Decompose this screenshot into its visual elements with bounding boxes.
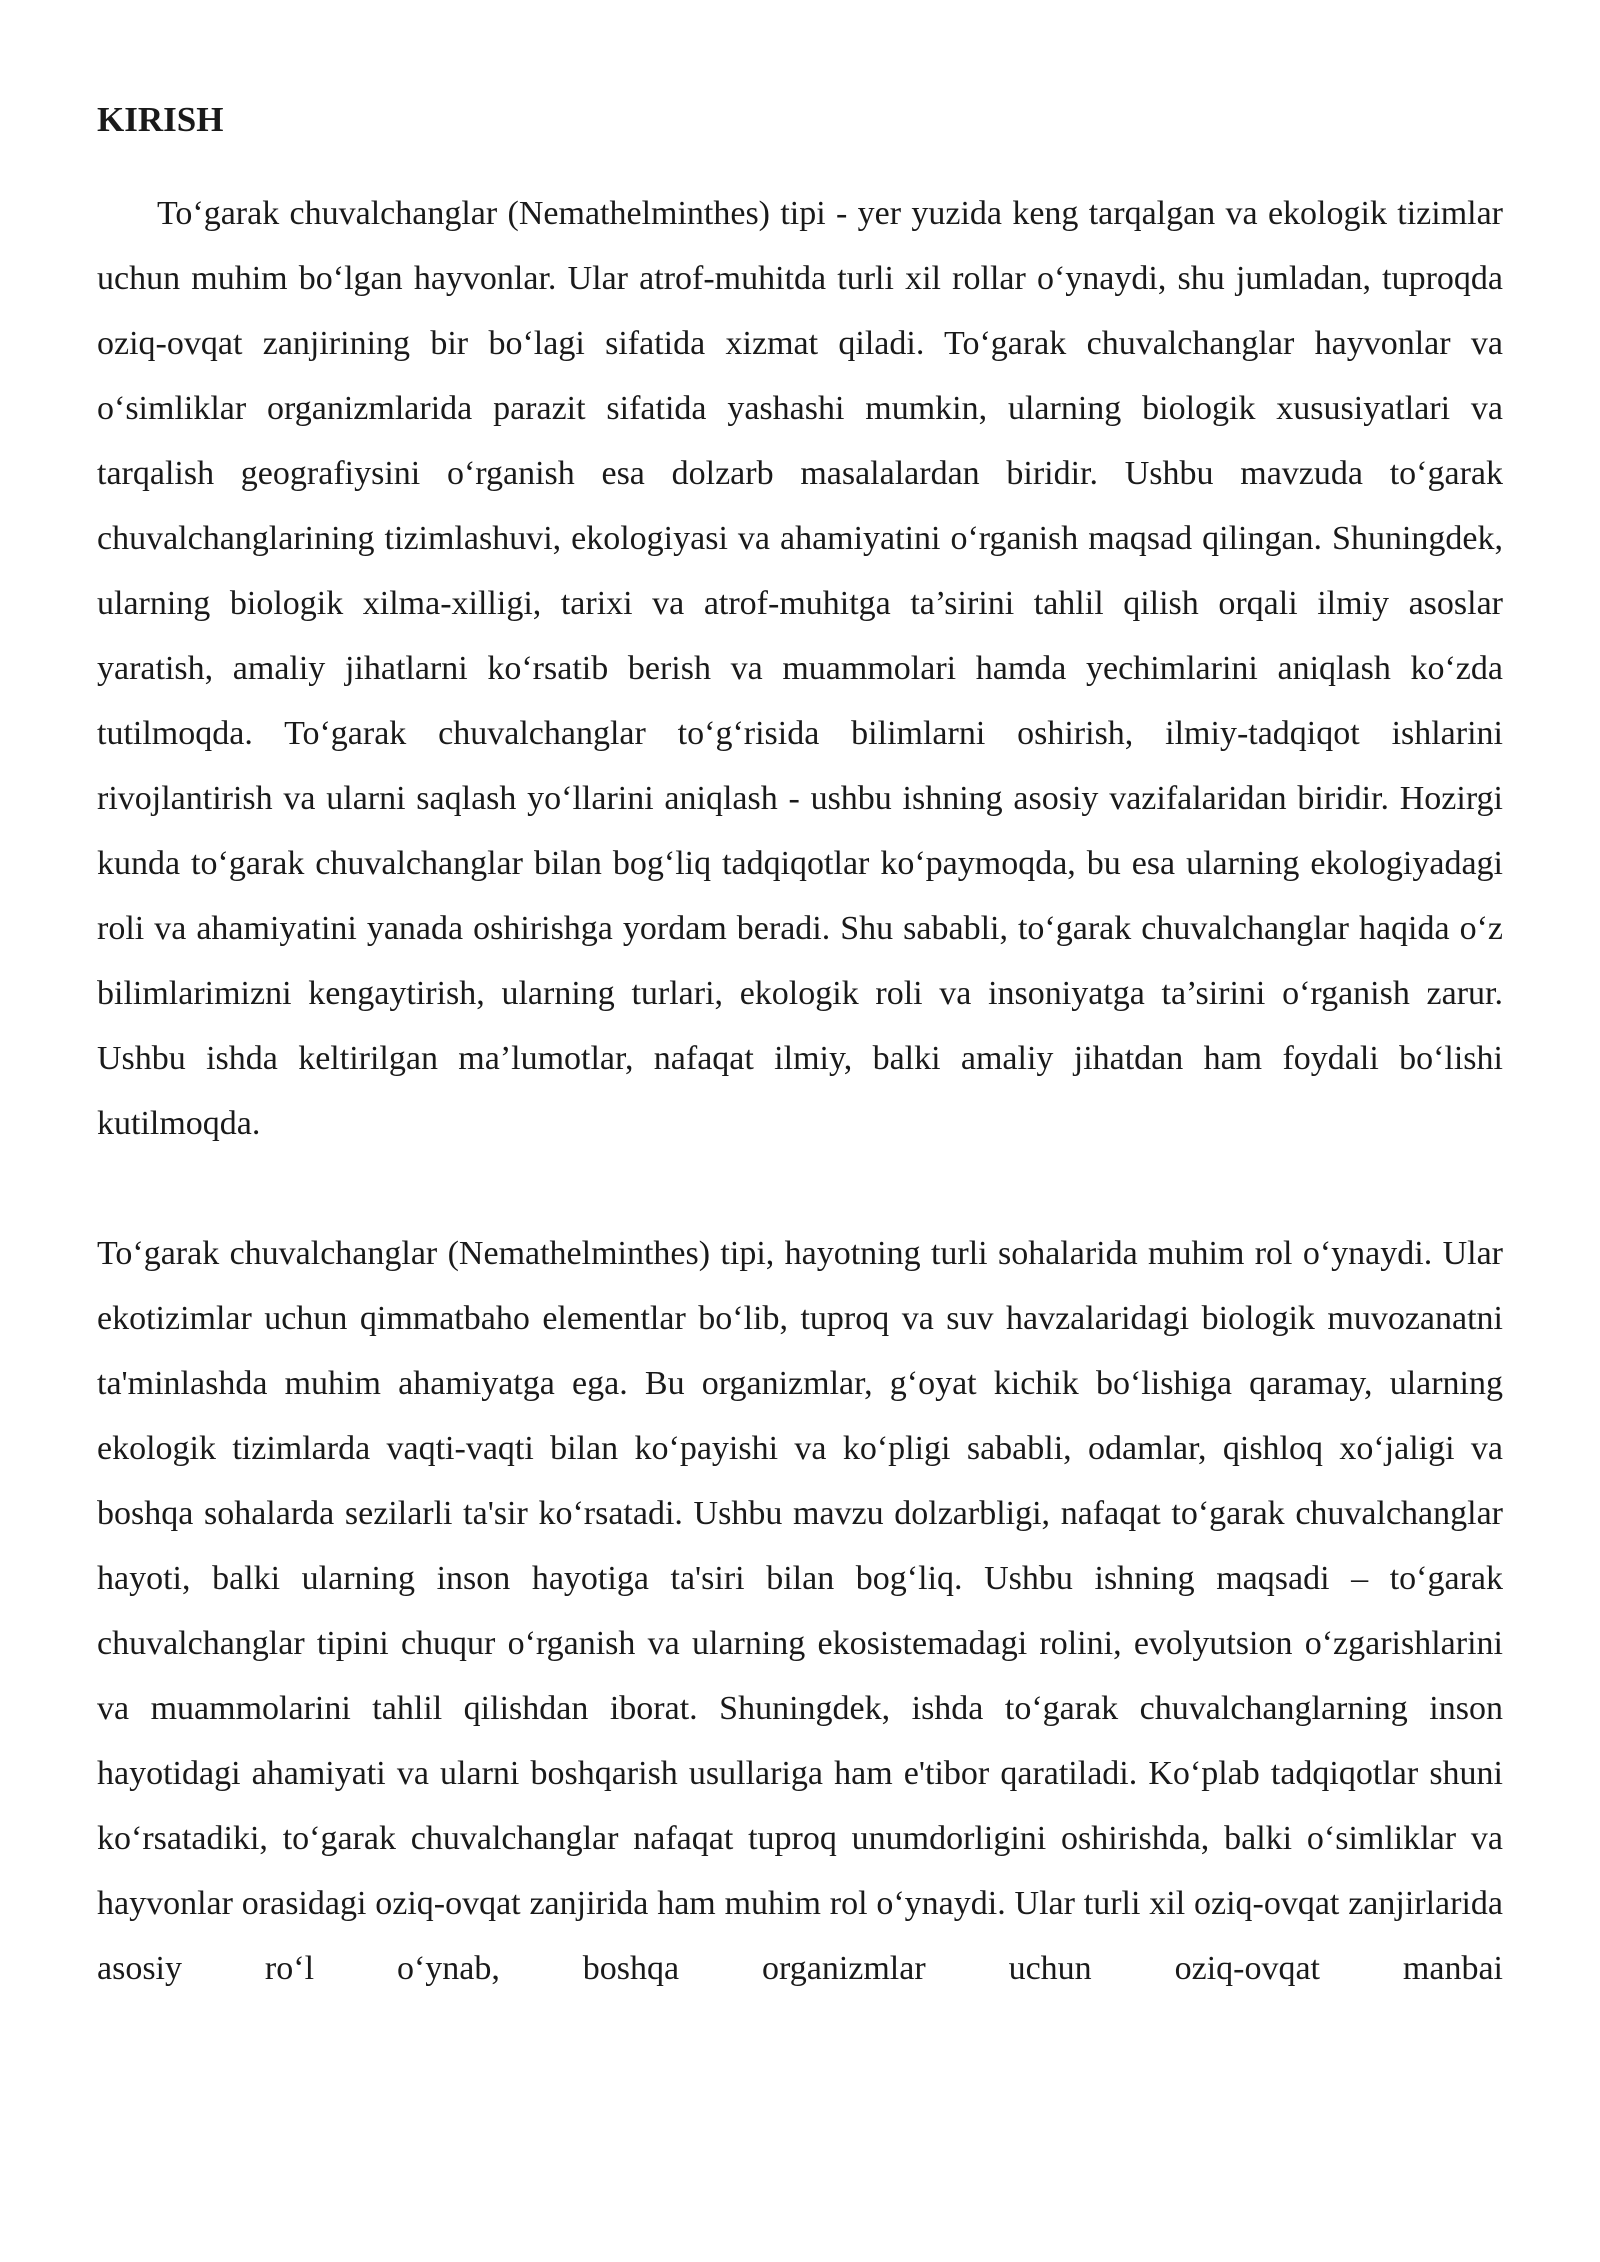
paragraph-spacer <box>97 1156 1503 1221</box>
intro-paragraph-2: To‘garak chuvalchanglar (Nemathelminthes) tipi, hayotning turli sohalarida muhim rol o‘ynaydi. Ular ekotizimlar uchun qimmatbaho elementlar bo‘lib, tuproq va suv havzalaridagi biologik muvozanatni ta'minlashda muhim ahamiyatga ega. Bu organizmlar, g‘oyat kichik bo‘lishiga qaramay, ularning ekologik tizimlarda vaqti-vaqti bilan ko‘payishi va ko‘pligi sababli, odamlar, qishloq xo‘jaligi va boshqa sohalarda sezilarli ta'sir ko‘rsatadi. Ushbu mavzu dolzarbligi, nafaqat to‘garak chuvalchanglar hayoti, balki ularning inson hayotiga ta'siri bilan bog‘liq. Ushbu ishning maqsadi – to‘garak chuvalchanglar tipini chuqur o‘rganish va ularning ekosistemadagi rolini, evolyutsion o‘zgarishlarini va muammolarini tahlil qilishdan iborat. Shuningdek, ishda to‘garak chuvalchanglarning inson hayotidagi ahamiyati va ularni boshqarish usullariga ham e'tibor qaratiladi. Ko‘plab tadqiqotlar shuni ko‘rsatadiki, to‘garak chuvalchanglar nafaqat tuproq unumdorligini oshirishda, balki o‘simliklar va hayvonlar orasidagi oziq-ovqat zanjirida ham muhim rol o‘ynaydi. Ular turli xil oziq-ovqat zanjirlarida asosiy ro‘l o‘ynab, boshqa organizmlar uchun oziq-ovqat manbai <box>97 1235 1503 1987</box>
section-heading: KIRISH <box>97 100 224 139</box>
intro-paragraph-1: To‘garak chuvalchanglar (Nemathelminthes) tipi - yer yuzida keng tarqalgan va ekologik tizimlar uchun muhim bo‘lgan hayvonlar. Ular atrof-muhitda turli xil rollar o‘ynaydi, shu jumladan, tuproqda oziq-ovqat zanjirining bir bo‘lagi sifatida xizmat qiladi. To‘garak chuvalchanglar hayvonlar va o‘simliklar organizmlarida parazit sifatida yashashi mumkin, ularning biologik xususiyatlari va tarqalish geografiysini o‘rganish esa dolzarb masalalardan biridir. Ushbu mavzuda to‘garak chuvalchanglarining tizimlashuvi, ekologiyasi va ahamiyatini o‘rganish maqsad qilingan. Shuningdek, ularning biologik xilma-xilligi, tarixi va atrof-muhitga ta’sirini tahlil qilish orqali ilmiy asoslar yaratish, amaliy jihatlarni ko‘rsatib berish va muammolari hamda yechimlarini aniqlash ko‘zda tutilmoqda. To‘garak chuvalchanglar to‘g‘risida bilimlarni oshirish, ilmiy-tadqiqot ishlarini rivojlantirish va ularni saqlash yo‘llarini aniqlash - ushbu ishning asosiy vazifalaridan biridir. Hozirgi kunda to‘garak chuvalchanglar bilan bog‘liq tadqiqotlar ko‘paymoqda, bu esa ularning ekologiyadagi roli va ahamiyatini yanada oshirishga yordam beradi. Shu sababli, to‘garak chuvalchanglar haqida o‘z bilimlarimizni kengaytirish, ularning turlari, ekologik roli va insoniyatga ta’sirini o‘rganish zarur. Ushbu ishda keltirilgan ma’lumotlar, nafaqat ilmiy, balki amaliy jihatdan ham foydali bo‘lishi kutilmoqda. <box>97 195 1503 1142</box>
document-page <box>97 95 1503 2001</box>
